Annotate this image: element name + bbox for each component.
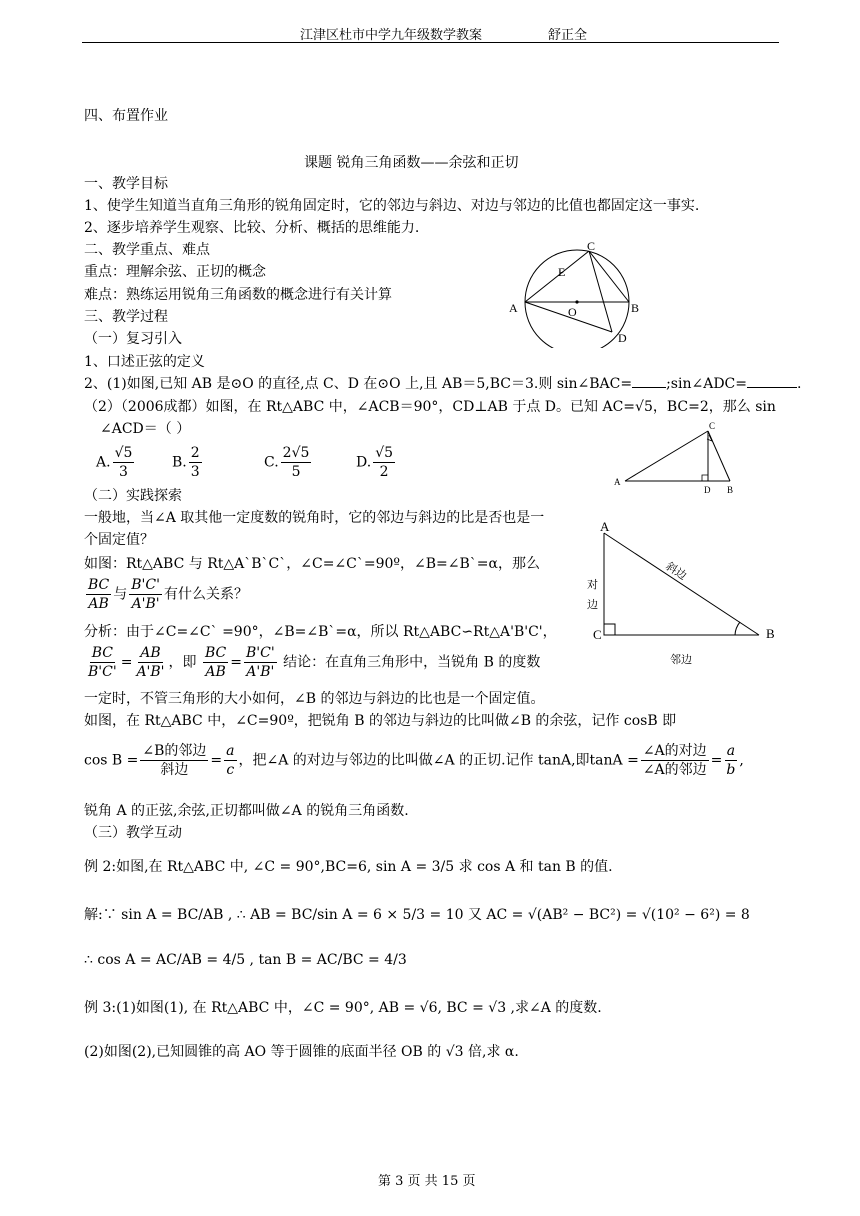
choice-c: C. $\frac{2√5}{5}$ [264, 445, 310, 480]
choice-a: A. $\frac{√5}{3}$ [96, 445, 133, 480]
explore-p7: 一定时，不管三角形的大小如何，∠B 的邻边与斜边的比也是一个固定值。 [84, 691, 545, 707]
ratio-question: $\frac{BC}{AB}$ 与 $\frac{B'C'}{A'B'}$ 有什么关系？ [88, 577, 248, 612]
cos-tan-definition: cos B = $\frac{\text{∠B的邻边}}{\text{斜边}}$ = $\frac{a}{c}$ ，把∠A 的对边与邻边的比叫做∠A 的正切.记作 tanA,即tanA = $\frac{\text{∠A的对边}}{\text{∠A的邻边}}$ = $\frac{a}{b}$ , [84, 743, 744, 778]
example-3-part1: 例 3:(1)如图(1), 在 Rt△ABC 中，∠C = 90°, AB = √6, BC = √3 ,求∠A 的度数. [84, 1000, 602, 1016]
key-heading: 二、教学重点、难点 [84, 242, 210, 258]
trig-functions-def: 锐角 A 的正弦,余弦,正切都叫做∠A 的锐角三角函数. [84, 803, 409, 819]
header-rule [82, 42, 779, 43]
goals-heading: 一、教学目标 [84, 176, 168, 192]
opposite-label-2: 边 [587, 599, 598, 611]
tri-label-c: C [709, 421, 716, 431]
cos-intro: 如图，在 Rt△ABC 中，∠C=90º，把锐角 B 的邻边与斜边的比叫做∠B 的余弦，记作 cosB 即 [84, 713, 677, 729]
goal-1: 1、使学生知道当直角三角形的锐角固定时，它的邻边与斜边、对边与邻边的比值也都固定这一事实. [84, 198, 700, 214]
explore-p2: 个固定值？ [84, 532, 154, 548]
hypotenuse-label: 斜边 [663, 560, 689, 583]
solution-line-1: 解:∵ sin A = BC/AB , ∴ AB = BC/sin A = 6 × 5/3 = 10 又 AC = √(AB² − BC²) = √(10² − 6²) = 8 [84, 907, 750, 923]
ratio-equality: $\frac{BC}{B'C'}$ = $\frac{AB}{A'B'}$ ，即 $\frac{BC}{AB}$ = $\frac{B'C'}{A'B'}$ 结论：在直角三角形中，当锐角 B 的度数 [88, 645, 541, 680]
explore-p3: 如图：Rt△ABC 与 Rt△A`B`C`，∠C=∠C`=90º，∠B=∠B`=α，那么 [84, 556, 540, 572]
goal-2: 2、逐步培养学生观察、比较、分析、概括的思维能力. [84, 220, 420, 236]
circle-label-d: D [618, 331, 627, 345]
lesson-title: 课题 锐角三角函数——余弦和正切 [304, 155, 519, 171]
question-2b-line2: ∠ACD＝（ ） [100, 421, 191, 437]
example-2: 例 2:如图,在 Rt△ABC 中, ∠C = 90°,BC=6, sin A = 3/5 求 cos A 和 tan B 的值. [84, 859, 613, 875]
process-heading: 三、教学过程 [84, 309, 168, 325]
right-triangle-figure [585, 518, 785, 668]
explore-heading: （二）实践探索 [84, 488, 182, 504]
difficulty: 难点：熟练运用锐角三角函数的概念进行有关计算 [84, 287, 392, 303]
question-2a: 2、(1)如图,已知 AB 是⊙O 的直径,点 C、D 在⊙O 上,且 AB＝5,BC＝3.则 sin∠BAC= ;sin∠ADC= . [84, 376, 802, 392]
big-label-b: B [766, 626, 775, 641]
solution-line-2: ∴ cos A = AC/AB = 4/5 , tan B = AC/BC = 4/3 [84, 952, 407, 968]
adjacent-label: 邻边 [670, 654, 692, 666]
key-point: 重点：理解余弦、正切的概念 [84, 264, 266, 280]
example-3-part2: (2)如图(2),已知圆锥的高 AO 等于圆锥的底面半径 OB 的 √3 倍,求 α. [84, 1044, 519, 1060]
opposite-label-1: 对 [587, 579, 598, 591]
page-footer: 第 3 页 共 15 页 [378, 1174, 476, 1189]
choice-d: D. $\frac{√5}{2}$ [356, 445, 394, 480]
circle-label-o: O [568, 305, 577, 319]
header-school: 江津区杜市中学九年级数学教案 [300, 28, 483, 43]
section-homework: 四、布置作业 [84, 108, 168, 124]
circle-label-a: A [509, 301, 518, 315]
analysis: 分析：由于∠C=∠C` =90°，∠B=∠B`=α，所以 Rt△ABC∽Rt△A'B'C'， [84, 624, 557, 640]
circle-label-c: C [587, 239, 596, 253]
question-1: 1、口述正弦的定义 [84, 354, 205, 370]
big-label-c: C [593, 627, 602, 642]
circle-label-b: B [631, 301, 640, 315]
header-author: 舒正全 [548, 28, 588, 43]
interact-heading: （三）教学互动 [84, 825, 182, 841]
tri-label-b: B [727, 485, 734, 495]
choice-b: B. $\frac{2}{3}$ [172, 445, 200, 480]
big-label-a: A [600, 519, 610, 534]
circle-label-e: E [558, 265, 566, 279]
tri-label-a: A [614, 477, 621, 487]
question-2b: （2）（2006成都）如图，在 Rt△ABC 中，∠ACB＝90°，CD⊥AB 于点 D。已知 AC=√5，BC=2，那么 sin [84, 399, 776, 415]
review-heading: （一）复习引入 [84, 331, 182, 347]
tri-label-d: D [704, 485, 711, 495]
explore-p1: 一般地，当∠A 取其他一定度数的锐角时，它的邻边与斜边的比是否也是一 [84, 510, 545, 526]
altitude-triangle-figure [605, 415, 750, 497]
circle-figure [500, 236, 650, 348]
